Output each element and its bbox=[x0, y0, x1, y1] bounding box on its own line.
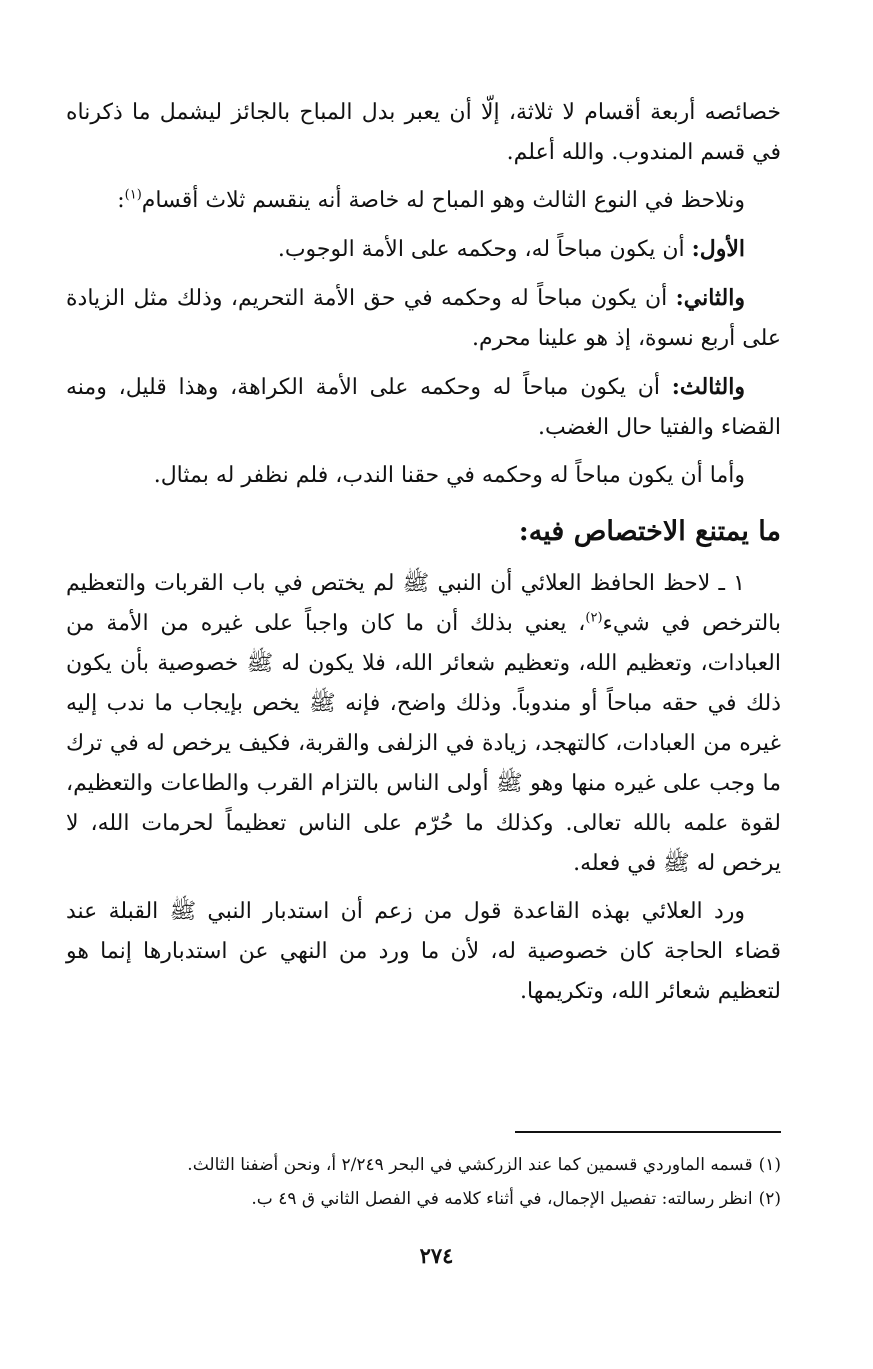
paragraph-7-start: ١ ـ لاحظ الحافظ العلائي أن النبي ﷺ لم يختص في باب القربات والتعظيم بالترخص في شيء bbox=[66, 571, 781, 636]
section-heading: ما يمتنع الاختصاص فيه: bbox=[518, 516, 781, 547]
footnote-ref-1[interactable]: (١) bbox=[124, 187, 142, 203]
first-text: أن يكون مباحاً له، وحكمه على الأمة الوجوب. bbox=[277, 237, 692, 262]
footnote-1 bbox=[66, 1148, 781, 1182]
second-lead: والثاني: bbox=[675, 285, 745, 311]
footnote-number: (٢) bbox=[758, 1189, 781, 1209]
main-text bbox=[66, 93, 781, 1020]
second-text: أن يكون مباحاً له وحكمه في حق الأمة التحريم، وذلك مثل الزيادة على أربع نسوة، إذ هو علينا محرم. bbox=[66, 286, 781, 351]
paragraph-third bbox=[66, 367, 781, 448]
third-text: أن يكون مباحاً له وحكمه على الأمة الكراهة، وهذا قليل، ومنه القضاء والفتيا حال الغضب. bbox=[66, 375, 781, 440]
footnote-divider bbox=[515, 1131, 781, 1133]
footnotes bbox=[66, 1148, 781, 1216]
footnote-text: انظر رسالته: تفصيل الإجمال، في أثناء كلامه في الفصل الثاني ق ٤٩ ب. bbox=[251, 1189, 753, 1209]
third-lead: والثالث: bbox=[671, 374, 745, 400]
paragraph-second bbox=[66, 278, 781, 359]
page-number: ٢٧٤ bbox=[419, 1243, 454, 1268]
paragraph-2 bbox=[66, 181, 781, 221]
paragraph-1: خصائصه أربعة أقسام لا ثلاثة، إلّا أن يعبر بدل المباح بالجائز ليشمل ما ذكرناه في قسم المندوب. والله أعلم. bbox=[66, 100, 781, 165]
footnote-number: (١) bbox=[758, 1155, 781, 1175]
paragraph-2-colon: : bbox=[117, 188, 125, 213]
footnote-ref-2[interactable]: (٢) bbox=[585, 610, 603, 626]
paragraph-2-text: ونلاحظ في النوع الثالث وهو المباح له خاصة أنه ينقسم ثلاث أقسام bbox=[141, 188, 745, 213]
footnote-text: قسمه الماوردي قسمين كما عند الزركشي في البحر ٢/٢٤٩ أ، ونحن أضفنا الثالث. bbox=[187, 1155, 753, 1175]
first-lead: الأول: bbox=[691, 236, 745, 262]
paragraph-8: ورد العلائي بهذه القاعدة قول من زعم أن استدبار النبي ﷺ القبلة عند قضاء الحاجة كان خصوصية له، لأن ما ورد من النهي عن استدبارها إنما هو لتعظيم شعائر الله، وتكريمها. bbox=[66, 899, 781, 1004]
paragraph-6: وأما أن يكون مباحاً له وحكمه في حقنا الندب، فلم نظفر له بمثال. bbox=[153, 463, 745, 488]
footnote-2 bbox=[66, 1182, 781, 1216]
paragraph-7 bbox=[66, 564, 781, 884]
paragraph-first bbox=[66, 229, 781, 270]
paragraph-7-rest: ، يعني بذلك أن ما كان واجباً على غيره من الأمة من العبادات، وتعظيم الله، وتعظيم شعائر الله، فلا يكون له ﷺ خصوصية بأن يكون ذلك في حقه مباحاً أو مندوباً. وذلك واضح، فإنه ﷺ يخص بإيجاب ما ندب إليه غيره من العبادات، كالتهجد، زيادة في الزلفى والقربة، فكيف يرخص له في ترك ما وجب على غيره منها وهو ﷺ أولى الناس بالتزام القرب والطاعات والتعظيم، لقوة علمه بالله تعالى. وكذلك ما حُرّم على الناس تعظيماً لحرمات الله، لا يرخص له ﷺ في فعله. bbox=[66, 611, 781, 876]
